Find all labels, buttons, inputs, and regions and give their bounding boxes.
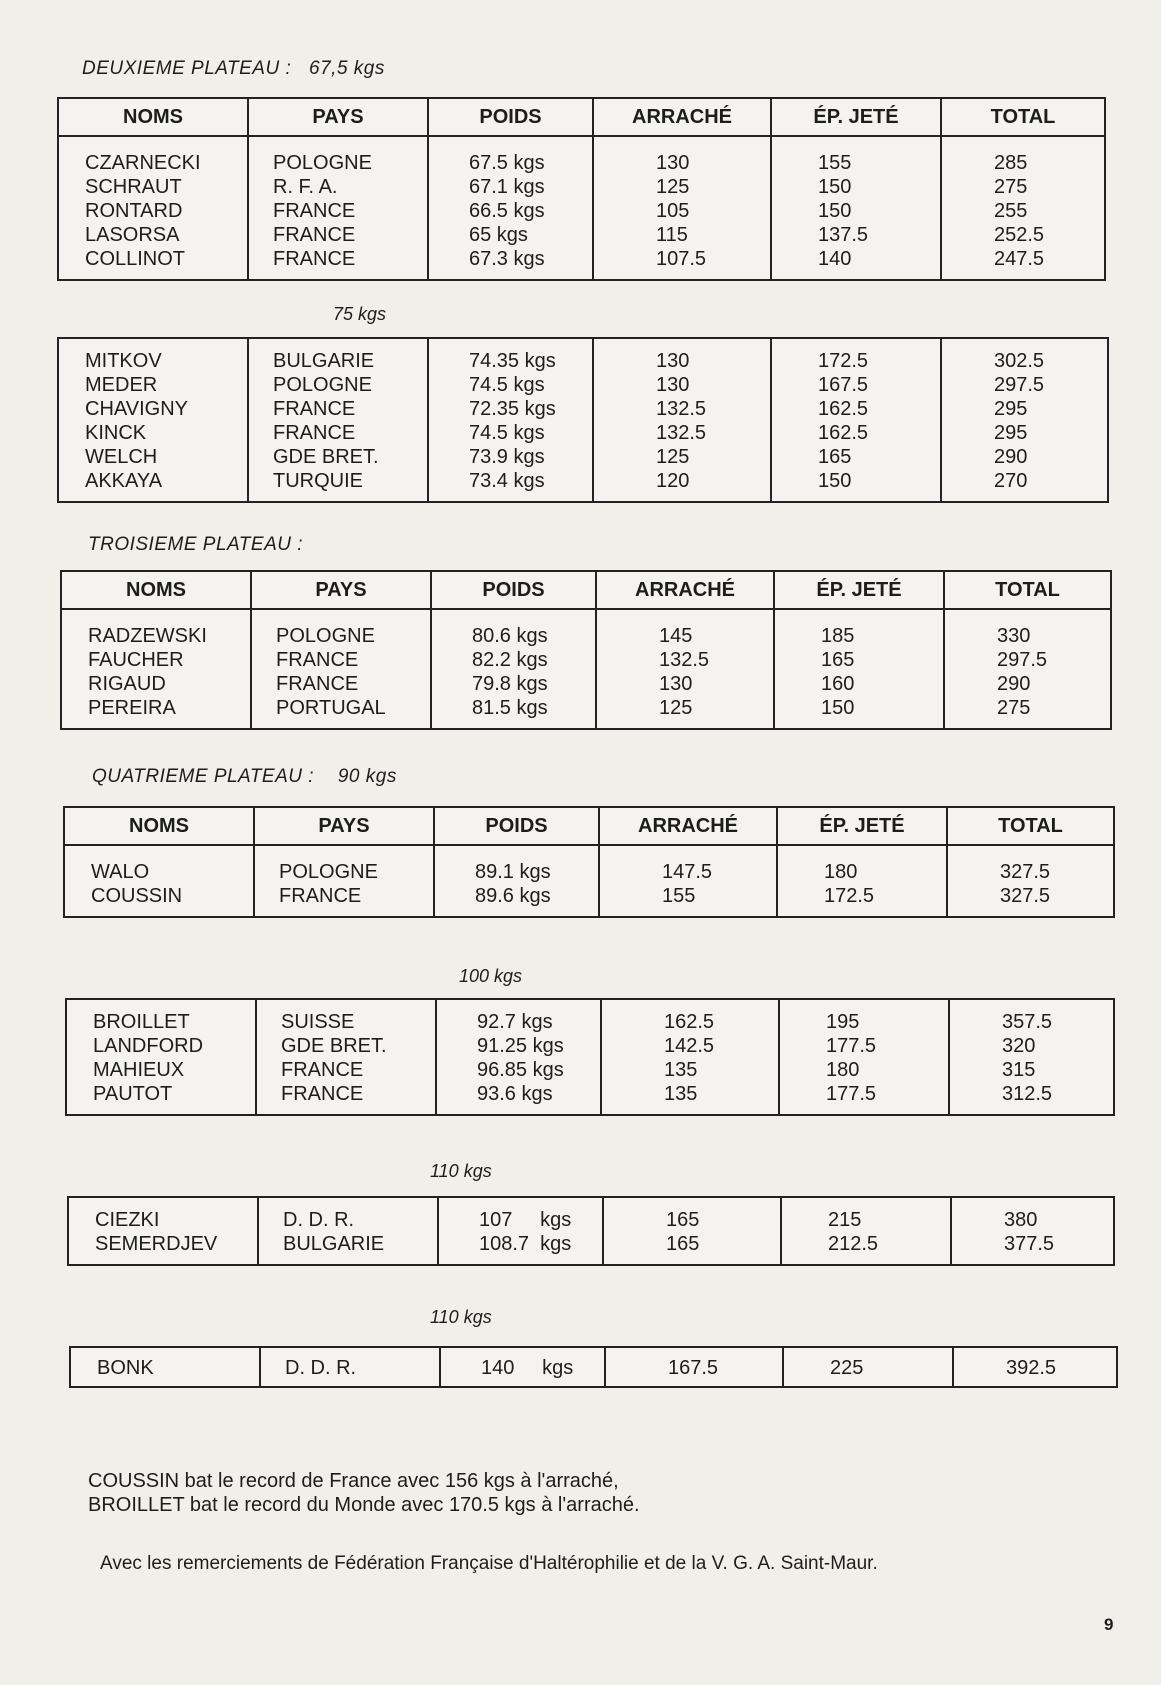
bodyweight: 89.6 kgs (475, 885, 551, 907)
total-value: 327.5 (1000, 885, 1051, 907)
total-value: 297.5 (994, 374, 1045, 396)
clean-jerk-value: 177.5 (826, 1035, 877, 1057)
results-table-110kg-first (67, 1196, 1115, 1266)
col-header-poids: POIDS (434, 807, 599, 845)
clean-jerk-value: 212.5 (828, 1233, 879, 1255)
snatch-cell (605, 1347, 783, 1387)
bodyweight: 74.35 kgs (469, 350, 556, 372)
clean-jerk-value: 225 (830, 1357, 864, 1379)
clean-jerk-cell (777, 845, 947, 917)
snatch-value: 135 (664, 1059, 698, 1081)
athlete-name: FAUCHER (88, 649, 184, 671)
col-header-total: TOTAL (941, 98, 1105, 136)
bodyweight: 107 kgs (479, 1209, 572, 1231)
country: POLOGNE (273, 374, 372, 396)
table-header-row (61, 571, 1111, 609)
results-table-110kg-second (69, 1346, 1118, 1388)
clean-jerk-value: 155 (818, 152, 852, 174)
snatch-value: 125 (656, 446, 690, 468)
total-value: 320 (1002, 1035, 1036, 1057)
total-value: 357.5 (1002, 1011, 1053, 1033)
snatch-value: 165 (666, 1233, 700, 1255)
names-cell (64, 845, 254, 917)
countries-cell (251, 609, 431, 729)
country: BULGARIE (283, 1233, 385, 1255)
country: FRANCE (281, 1083, 364, 1105)
weights-cell (431, 609, 596, 729)
snatch-value: 162.5 (664, 1011, 715, 1033)
weights-cell (428, 136, 593, 280)
table-body-row (61, 609, 1111, 729)
country: FRANCE (273, 398, 356, 420)
clean-jerk-cell (774, 609, 944, 729)
total-value: 275 (997, 697, 1031, 719)
col-header-arrache: ARRACHÉ (593, 98, 771, 136)
country: GDE BRET. (273, 446, 379, 468)
clean-jerk-value: 165 (821, 649, 855, 671)
bodyweight: 89.1 kgs (475, 861, 551, 883)
weights-cell (436, 999, 601, 1115)
table-body-row (58, 136, 1105, 280)
country: BULGARIE (273, 350, 375, 372)
clean-jerk-value: 180 (824, 861, 858, 883)
bodyweight: 65 kgs (469, 224, 528, 246)
page-number: 9 (1104, 1615, 1114, 1634)
athlete-name: RADZEWSKI (88, 625, 207, 647)
clean-jerk-value: 162.5 (818, 398, 869, 420)
names-cell (61, 609, 251, 729)
bodyweight: 67.5 kgs (469, 152, 545, 174)
section-title-deuxieme-plateau (82, 58, 385, 80)
snatch-value: 132.5 (656, 398, 707, 420)
athlete-name: SEMERDJEV (95, 1233, 218, 1255)
snatch-cell (601, 999, 779, 1115)
country: FRANCE (281, 1059, 364, 1081)
bodyweight: 67.1 kgs (469, 176, 545, 198)
section-title-quatrieme-plateau (92, 766, 397, 788)
col-header-pays: PAYS (251, 571, 431, 609)
snatch-value: 120 (656, 470, 690, 492)
weights-cell (440, 1347, 605, 1387)
names-cell (58, 136, 248, 280)
col-header-arrache: ARRACHÉ (596, 571, 774, 609)
results-table-67kg (57, 97, 1106, 281)
snatch-value: 147.5 (662, 861, 713, 883)
total-value: 295 (994, 422, 1028, 444)
countries-cell (248, 136, 428, 280)
country: GDE BRET. (281, 1035, 387, 1057)
bodyweight: 66.5 kgs (469, 200, 545, 222)
total-value: 297.5 (997, 649, 1048, 671)
clean-jerk-cell (771, 136, 941, 280)
country: FRANCE (276, 649, 359, 671)
bodyweight: 67.3 kgs (469, 248, 545, 270)
snatch-value: 125 (656, 176, 690, 198)
athlete-name: MEDER (85, 374, 158, 396)
total-value: 380 (1004, 1209, 1038, 1231)
weights-cell (434, 845, 599, 917)
clean-jerk-value: 215 (828, 1209, 862, 1231)
athlete-name: CHAVIGNY (85, 398, 188, 420)
total-value: 270 (994, 470, 1028, 492)
bodyweight: 96.85 kgs (477, 1059, 564, 1081)
countries-cell (254, 845, 434, 917)
snatch-value: 130 (656, 374, 690, 396)
clean-jerk-cell (781, 1197, 951, 1265)
total-value: 290 (994, 446, 1028, 468)
athlete-name: COLLINOT (85, 248, 186, 270)
bodyweight: 92.7 kgs (477, 1011, 553, 1033)
countries-cell (260, 1347, 440, 1387)
total-value: 330 (997, 625, 1031, 647)
athlete-name: MITKOV (85, 350, 162, 372)
section-title-text: QUATRIEME PLATEAU : (92, 766, 315, 787)
country: D. D. R. (285, 1357, 357, 1379)
record-notes (88, 1469, 640, 1517)
athlete-name: CIEZKI (95, 1209, 160, 1231)
clean-jerk-value: 150 (821, 697, 855, 719)
col-header-noms: NOMS (61, 571, 251, 609)
athlete-name: WALO (91, 861, 150, 883)
country: FRANCE (273, 248, 356, 270)
col-header-ep-jete: ÉP. JETÉ (774, 571, 944, 609)
total-value: 302.5 (994, 350, 1045, 372)
country: POLOGNE (279, 861, 378, 883)
snatch-value: 115 (656, 224, 688, 246)
weights-cell (438, 1197, 603, 1265)
bodyweight: 140 kgs (481, 1357, 574, 1379)
snatch-value: 130 (656, 152, 690, 174)
country: FRANCE (273, 200, 356, 222)
snatch-value: 130 (659, 673, 693, 695)
bodyweight: 82.2 kgs (472, 649, 548, 671)
clean-jerk-value: 165 (818, 446, 852, 468)
names-cell (66, 999, 256, 1115)
names-cell (68, 1197, 258, 1265)
total-value: 392.5 (1006, 1357, 1057, 1379)
clean-jerk-value: 150 (818, 176, 852, 198)
table-body-row (66, 999, 1114, 1115)
clean-jerk-value: 140 (818, 248, 852, 270)
bodyweight: 81.5 kgs (472, 697, 548, 719)
col-header-total: TOTAL (947, 807, 1114, 845)
athlete-name: CZARNECKI (85, 152, 201, 174)
athlete-name: RONTARD (85, 200, 183, 222)
athlete-name: COUSSIN (91, 885, 183, 907)
bodyweight: 74.5 kgs (469, 422, 545, 444)
athlete-name: WELCH (85, 446, 158, 468)
clean-jerk-value: 172.5 (824, 885, 875, 907)
bodyweight: 93.6 kgs (477, 1083, 553, 1105)
clean-jerk-value: 150 (818, 200, 852, 222)
country: FRANCE (273, 224, 356, 246)
col-header-ep-jete: ÉP. JETÉ (777, 807, 947, 845)
bodyweight: 108.7 kgs (479, 1233, 572, 1255)
country: POLOGNE (276, 625, 375, 647)
snatch-value: 167.5 (668, 1357, 719, 1379)
bodyweight: 79.8 kgs (472, 673, 548, 695)
countries-cell (256, 999, 436, 1115)
athlete-name: PEREIRA (88, 697, 176, 719)
category-label-100kg: 100 kgs (459, 966, 523, 986)
clean-jerk-cell (779, 999, 949, 1115)
total-value: 315 (1002, 1059, 1036, 1081)
col-header-noms: NOMS (58, 98, 248, 136)
snatch-value: 142.5 (664, 1035, 715, 1057)
total-cell (947, 845, 1114, 917)
total-value: 255 (994, 200, 1028, 222)
clean-jerk-value: 137.5 (818, 224, 869, 246)
clean-jerk-value: 160 (821, 673, 855, 695)
snatch-value: 145 (659, 625, 693, 647)
athlete-name: BROILLET (93, 1011, 190, 1033)
snatch-value: 135 (664, 1083, 698, 1105)
bodyweight: 74.5 kgs (469, 374, 545, 396)
athlete-name: RIGAUD (88, 673, 166, 695)
table-body-row (70, 1347, 1117, 1387)
clean-jerk-value: 177.5 (826, 1083, 877, 1105)
col-header-poids: POIDS (428, 98, 593, 136)
bodyweight: 91.25 kgs (477, 1035, 564, 1057)
country: R. F. A. (273, 176, 338, 198)
snatch-cell (593, 136, 771, 280)
col-header-poids: POIDS (431, 571, 596, 609)
total-value: 275 (994, 176, 1028, 198)
snatch-value: 132.5 (659, 649, 710, 671)
clean-jerk-value: 167.5 (818, 374, 869, 396)
country: FRANCE (279, 885, 362, 907)
snatch-value: 105 (656, 200, 690, 222)
table-body-row (58, 338, 1108, 502)
total-cell (944, 609, 1111, 729)
snatch-cell (603, 1197, 781, 1265)
athlete-name: MAHIEUX (93, 1059, 185, 1081)
athlete-name: BONK (97, 1357, 154, 1379)
country: PORTUGAL (276, 697, 386, 719)
country: D. D. R. (283, 1209, 355, 1231)
snatch-value: 125 (659, 697, 693, 719)
record-note-france: COUSSIN bat le record de France avec 156 kgs à l'arraché, (88, 1470, 619, 1492)
athlete-name: LASORSA (85, 224, 180, 246)
col-header-arrache: ARRACHÉ (599, 807, 777, 845)
athlete-name: KINCK (85, 422, 147, 444)
athlete-name: AKKAYA (85, 470, 163, 492)
col-header-ep-jete: ÉP. JETÉ (771, 98, 941, 136)
bodyweight: 80.6 kgs (472, 625, 548, 647)
table-body-row (68, 1197, 1114, 1265)
results-table-troisieme (60, 570, 1112, 730)
snatch-cell (599, 845, 777, 917)
section-title-troisieme-plateau: TROISIEME PLATEAU : (88, 534, 304, 555)
clean-jerk-value: 150 (818, 470, 852, 492)
total-value: 295 (994, 398, 1028, 420)
total-value: 252.5 (994, 224, 1045, 246)
total-cell (953, 1347, 1117, 1387)
bodyweight: 72.35 kgs (469, 398, 556, 420)
results-table-75kg (57, 337, 1109, 503)
col-header-pays: PAYS (254, 807, 434, 845)
bodyweight: 73.9 kgs (469, 446, 545, 468)
athlete-name: LANDFORD (93, 1035, 204, 1057)
snatch-value: 107.5 (656, 248, 707, 270)
country: FRANCE (276, 673, 359, 695)
country: TURQUIE (273, 470, 363, 492)
bodyweight: 73.4 kgs (469, 470, 545, 492)
countries-cell (258, 1197, 438, 1265)
category-label-110kg-second: 110 kgs (430, 1307, 492, 1327)
weights-cell (428, 338, 593, 502)
section-weight-text: 90 kgs (337, 766, 397, 787)
record-note-world: BROILLET bat le record du Monde avec 170.5 kgs à l'arraché. (88, 1494, 640, 1516)
col-header-pays: PAYS (248, 98, 428, 136)
total-value: 247.5 (994, 248, 1045, 270)
clean-jerk-cell (783, 1347, 953, 1387)
snatch-value: 130 (656, 350, 690, 372)
names-cell (70, 1347, 260, 1387)
total-value: 327.5 (1000, 861, 1051, 883)
clean-jerk-value: 172.5 (818, 350, 869, 372)
country: POLOGNE (273, 152, 372, 174)
total-cell (949, 999, 1114, 1115)
snatch-cell (596, 609, 774, 729)
category-label-75kg: 75 kgs (333, 304, 387, 324)
results-table-90kg (63, 806, 1115, 918)
total-cell (951, 1197, 1114, 1265)
clean-jerk-cell (771, 338, 941, 502)
country: FRANCE (273, 422, 356, 444)
clean-jerk-value: 195 (826, 1011, 860, 1033)
snatch-value: 132.5 (656, 422, 707, 444)
results-table-100kg (65, 998, 1115, 1116)
table-header-row (64, 807, 1114, 845)
col-header-total: TOTAL (944, 571, 1111, 609)
snatch-value: 155 (662, 885, 696, 907)
countries-cell (248, 338, 428, 502)
acknowledgements: Avec les remerciements de Fédération Française d'Haltérophilie et de la V. G. A. Saint-Maur. (100, 1553, 878, 1574)
section-title-text: DEUXIEME PLATEAU : (82, 58, 292, 79)
clean-jerk-value: 185 (821, 625, 855, 647)
athlete-name: SCHRAUT (85, 176, 182, 198)
snatch-value: 165 (666, 1209, 700, 1231)
total-value: 312.5 (1002, 1083, 1053, 1105)
clean-jerk-value: 162.5 (818, 422, 869, 444)
country: SUISSE (281, 1011, 355, 1033)
section-weight-text: 67,5 kgs (309, 58, 385, 79)
total-value: 285 (994, 152, 1028, 174)
athlete-name: PAUTOT (93, 1083, 173, 1105)
table-header-row (58, 98, 1105, 136)
total-value: 377.5 (1004, 1233, 1055, 1255)
table-body-row (64, 845, 1114, 917)
category-label-110kg-first: 110 kgs (430, 1161, 492, 1181)
total-cell (941, 136, 1105, 280)
snatch-cell (593, 338, 771, 502)
col-header-noms: NOMS (64, 807, 254, 845)
total-value: 290 (997, 673, 1031, 695)
clean-jerk-value: 180 (826, 1059, 860, 1081)
names-cell (58, 338, 248, 502)
total-cell (941, 338, 1108, 502)
